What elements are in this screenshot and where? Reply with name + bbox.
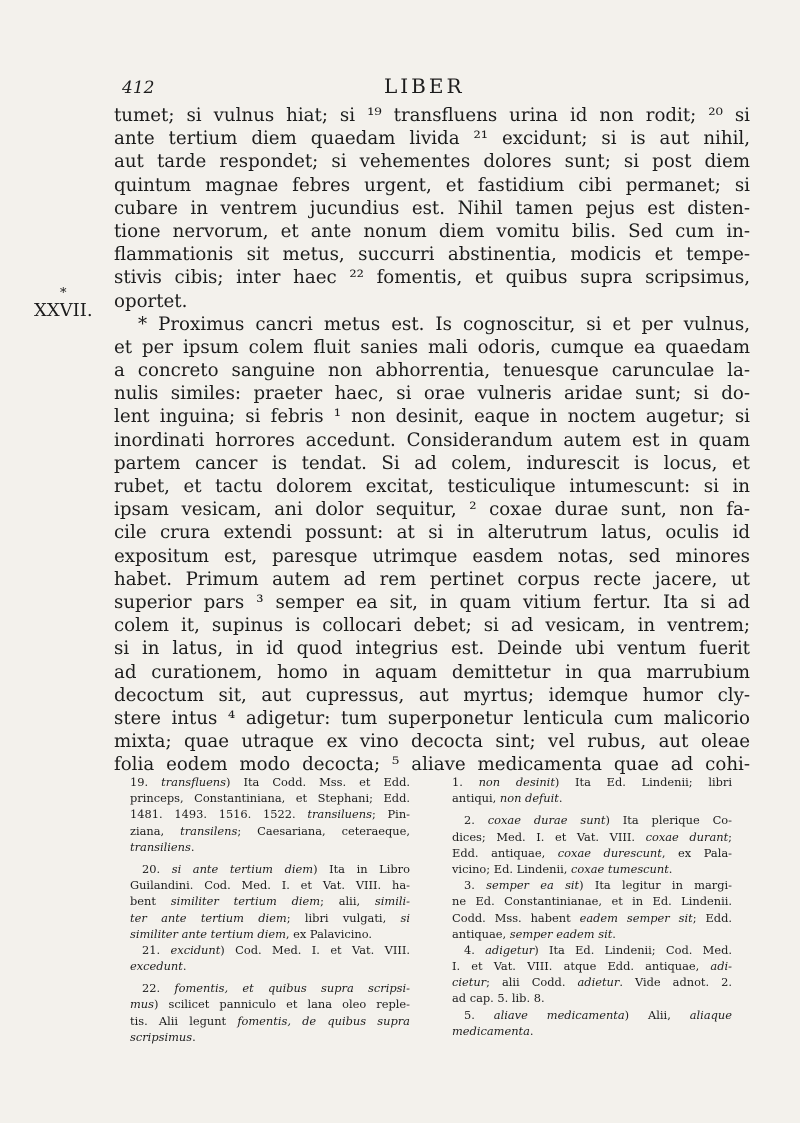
text-line: nulis similes: praeter haec, si orae vulneris aridae sunt; si do- — [114, 383, 750, 405]
text-line: cile crura extendi possunt: at si in alterutrum latus, oculis id — [114, 522, 750, 544]
footnote-line: Guilandini. Cod. Med. I. et Vat. VIII. ha- — [130, 878, 410, 893]
text-line: partem cancer is tendat. Si ad colem, indurescit is locus, et — [114, 452, 750, 474]
footnotes-left-column — [130, 774, 410, 1045]
text-line: decoctum sit, aut cupressus, aut myrtus; idemque humor cly- — [114, 684, 750, 706]
footnotes-right-column — [452, 774, 732, 1039]
text-line: folia eodem modo decocta; ⁵ aliave medicamenta quae ad cohi- — [114, 754, 750, 776]
footnote-line: I. et Vat. VIII. atque Edd. antiquae, adi- — [452, 959, 732, 974]
text-line: ante tertium diem quaedam livida ²¹ excidunt; si is aut nihil, — [114, 128, 750, 150]
text-line: aut tarde respondet; si vehementes dolores sunt; si post diem — [114, 151, 750, 173]
chapter-number: XXVII. — [34, 300, 93, 321]
footnote-line: tis. Alii legunt fomentis, de quibus supra — [130, 1013, 410, 1028]
text-line: inordinati horrores accedunt. Considerandum autem est in quam — [114, 429, 750, 451]
footnote-line: dices; Med. I. et Vat. VIII. coxae durant; — [452, 829, 732, 844]
chapter-margin-mark — [34, 286, 93, 321]
footnote-line: vicino; Ed. Lindenii, coxae tumescunt. — [452, 861, 673, 876]
main-text-block — [114, 104, 750, 776]
footnote-line: 22. fomentis, et quibus supra scripsi- — [142, 981, 410, 996]
text-line: expositum est, paresque utrimque easdem notas, sed minores — [114, 545, 750, 567]
footnote-line: 1. non desinit) Ita Ed. Lindenii; libri — [452, 775, 732, 789]
footnote-line: medicamenta. — [452, 1023, 534, 1038]
text-line: oportet. — [114, 290, 188, 312]
text-line: a concreto sanguine non abhorrentia, tenuesque carunculae la- — [114, 360, 750, 382]
footnote-line: 20. si ante tertium diem) Ita in Libro — [142, 861, 410, 876]
text-line: superior pars ³ semper ea sit, in quam vitium fertur. Ita si ad — [114, 591, 750, 613]
text-line: stere intus ⁴ adigetur: tum superponetur lenticula cum malicorio — [114, 707, 750, 729]
page-header — [0, 72, 800, 102]
footnote-line: 2. coxae durae sunt) Ita plerique Co- — [464, 813, 732, 828]
footnote-line: 1481. 1493. 1516. 1522. transiluens; Pin- — [130, 807, 410, 822]
footnote-line: Codd. Mss. habent eadem semper sit; Edd. — [452, 910, 732, 925]
page-number: 412 — [122, 78, 155, 98]
text-line: tumet; si vulnus hiat; si ¹⁹ transfluens urina id non rodit; ²⁰ si — [114, 105, 750, 126]
footnote-line: 5. aliave medicamenta) Alii, aliaque — [464, 1007, 732, 1022]
footnote-line: antiqui, non defuit. — [452, 791, 563, 806]
text-line: ad curationem, homo in aquam demittetur in qua marrubium — [114, 661, 750, 683]
text-line: lent inguina; si febris ¹ non desinit, eaque in noctem augetur; si — [114, 406, 750, 428]
footnote-line: mus) scilicet panniculo et lana oleo reple- — [130, 997, 410, 1012]
footnote-line: ad cap. 5. lib. 8. — [452, 991, 545, 1006]
footnote-line: bent similiter tertium diem; alii, simili- — [130, 894, 410, 909]
footnote-line: ziana, transilens; Caesariana, ceteraeque, — [130, 823, 410, 838]
text-line: stivis cibis; inter haec ²² fomentis, et quibus supra scripsimus, — [114, 267, 750, 289]
footnote-line: scripsimus. — [130, 1029, 196, 1044]
text-line: quintum magnae febres urgent, et fastidium cibi permanet; si — [114, 174, 750, 196]
footnote-line: 3. semper ea sit) Ita legitur in margi- — [464, 878, 732, 893]
footnote-line: 19. transfluens) Ita Codd. Mss. et Edd. — [130, 775, 410, 789]
text-line: et per ipsum colem fluit sanies mali odoris, cumque ea quaedam — [114, 336, 750, 358]
margin-star: * — [60, 286, 67, 301]
text-line: rubet, et tactu dolorem excitat, testiculique intumescunt: si in — [114, 476, 750, 497]
footnote-line: excedunt. — [130, 959, 187, 974]
footnote-line: 21. excidunt) Cod. Med. I. et Vat. VIII. — [142, 942, 410, 957]
footnote-line: ter ante tertium diem; libri vulgati, si — [130, 910, 410, 925]
running-head: LIBER — [384, 74, 465, 98]
footnote-line: similiter ante tertium diem, ex Palavicino. — [130, 926, 373, 941]
text-line: si in latus, in id quod integrius est. Deinde ubi ventum fuerit — [114, 638, 750, 660]
footnote-line: 4. adigetur) Ita Ed. Lindenii; Cod. Med. — [464, 942, 732, 957]
footnote-line: transiliens. — [130, 839, 195, 854]
text-line: mixta; quae utraque ex vino decocta sint; vel rubus, aut oleae — [114, 731, 750, 753]
footnote-line: Edd. antiquae, coxae durescunt, ex Pala- — [452, 845, 732, 860]
footnote-line: princeps, Constantiniana, et Stephani; Edd. — [130, 791, 410, 806]
text-line: cubare in ventrem jucundius est. Nihil tamen pejus est disten- — [114, 197, 750, 219]
footnote-line: antiquae, semper eadem sit. — [452, 926, 616, 941]
text-line: tione nervorum, et ante nonum diem vomitu bilis. Sed cum in- — [114, 220, 750, 242]
text-line: flammationis sit metus, succurri abstinentia, modicis et tempe- — [114, 244, 750, 266]
text-line: colem it, supinus is collocari debet; si ad vesicam, in ventrem; — [114, 615, 750, 637]
text-line: ipsam vesicam, ani dolor sequitur, ² coxae durae sunt, non fa- — [114, 499, 750, 521]
text-line: habet. Primum autem ad rem pertinet corpus recte jacere, ut — [114, 568, 750, 590]
footnote-line: cietur; alii Codd. adietur. Vide adnot. 2. — [452, 975, 732, 990]
text-line: * Proximus cancri metus est. Is cognoscitur, si et per vulnus, — [138, 313, 750, 335]
footnote-line: ne Ed. Constantinianae, et in Ed. Lindenii. — [452, 894, 732, 909]
